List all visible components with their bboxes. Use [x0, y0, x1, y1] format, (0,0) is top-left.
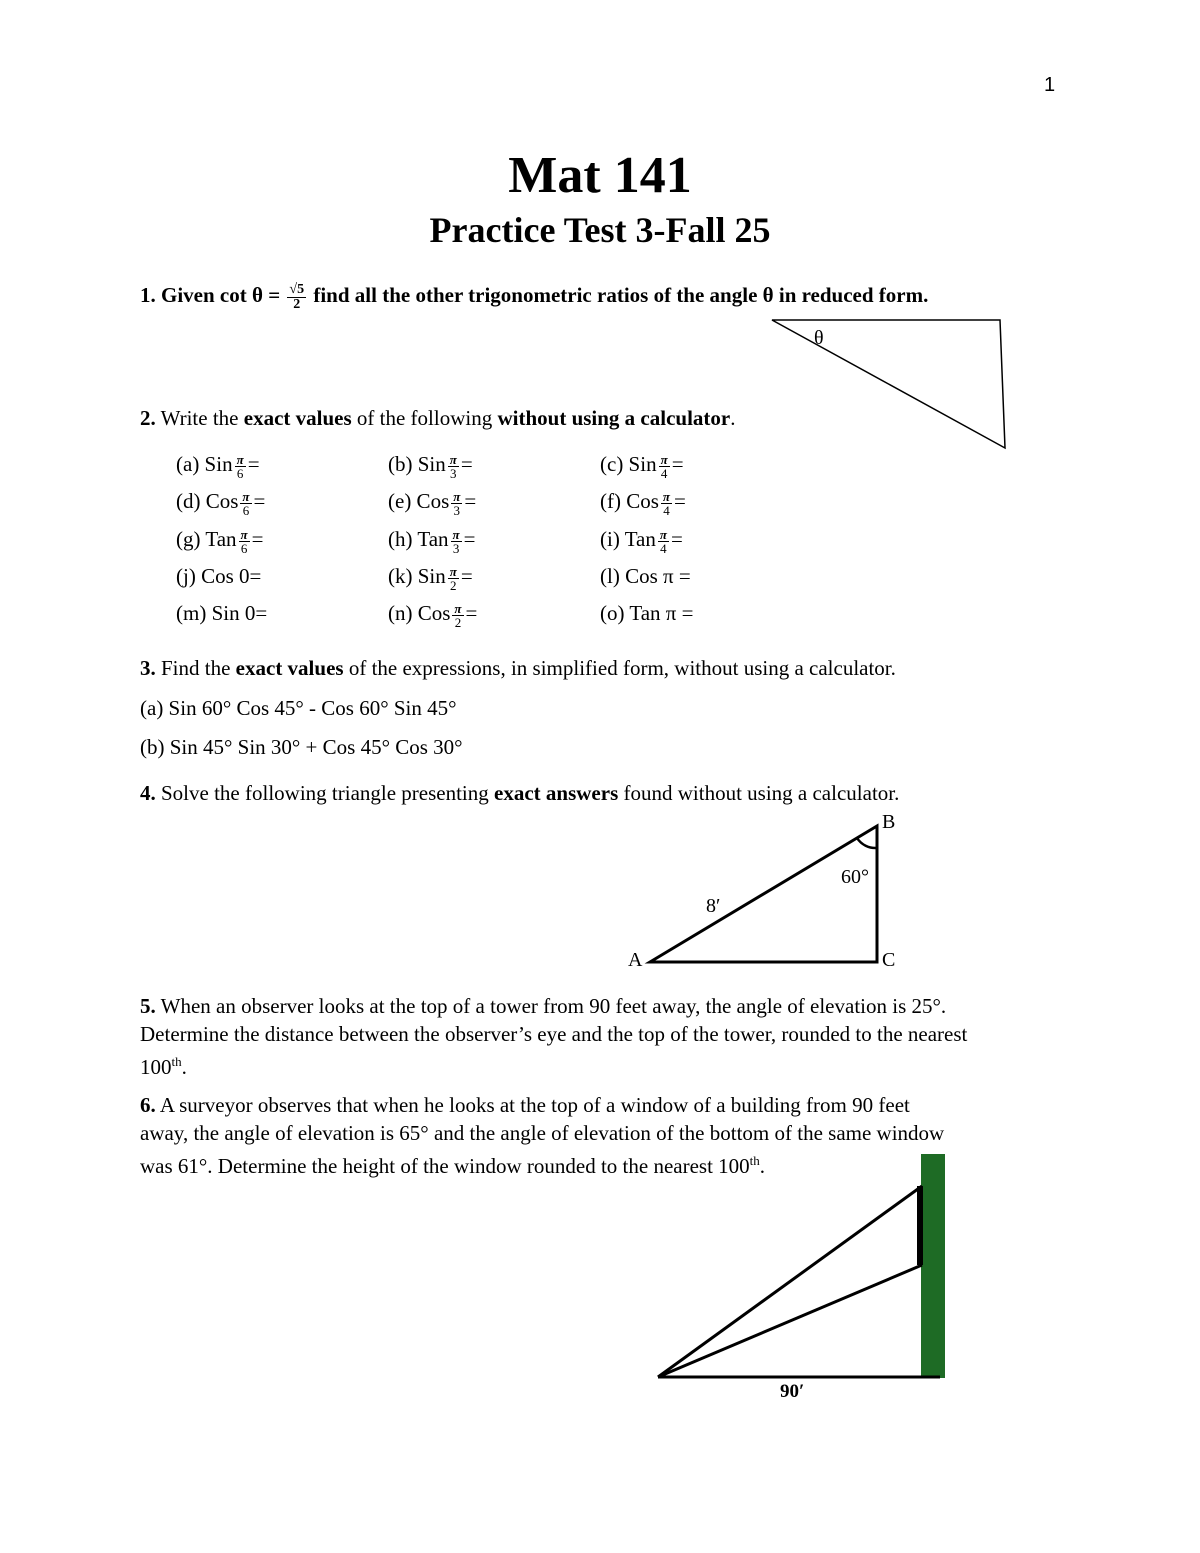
- page-title: Mat 141: [508, 147, 692, 204]
- q3-text-a: Find the: [161, 656, 231, 680]
- q2-text-b: of the following: [356, 406, 493, 430]
- q2-text-a: Write the: [160, 406, 239, 430]
- q2-item-equals: =: [674, 489, 686, 513]
- q5-line-3-sup: th: [171, 1054, 182, 1069]
- q2-item-equals: =: [460, 452, 473, 476]
- q4-angle-label: 60°: [841, 866, 869, 888]
- q2-item-label: (a) Sin: [176, 452, 233, 476]
- q5-line-3-end: .: [181, 1055, 187, 1079]
- q2-item-fraction: [240, 490, 251, 517]
- q4-vertex-c: C: [882, 949, 896, 971]
- q1-suffix: find all the other trigonometric ratios of the angle θ in reduced form.: [313, 283, 929, 307]
- q3-part-a: (a) Sin 60° Cos 45° - Cos 60° Sin 45°: [140, 696, 457, 720]
- q5-line-3: 100: [140, 1055, 172, 1079]
- q2-fraction-numerator: π: [662, 488, 671, 504]
- q2-item-fraction: [659, 453, 670, 480]
- q3-bold-a: exact values: [235, 656, 344, 680]
- q2-item: [388, 452, 473, 480]
- q4-text-a: Solve the following triangle presenting: [161, 781, 489, 805]
- q5-line-2: Determine the distance between the observer’s eye and the top of the tower, rounded to the nearest: [140, 1022, 968, 1046]
- q6-number: 6.: [140, 1093, 156, 1117]
- q2-item-equals: =: [463, 527, 476, 551]
- q2-fraction-denominator: 3: [453, 502, 461, 518]
- q2-fraction-numerator: π: [240, 526, 248, 542]
- question-5: [140, 992, 967, 1081]
- q2-item: [176, 489, 265, 517]
- q4-angle-arc: [857, 838, 877, 848]
- q2-fraction-denominator: 6: [242, 502, 250, 518]
- q6-line-3: was 61°. Determine the height of the window rounded to the nearest 100: [140, 1154, 750, 1178]
- q1-number: 1.: [140, 283, 156, 307]
- question-1: [140, 281, 928, 312]
- q4-text-b: found without using a calculator.: [623, 781, 900, 805]
- q2-fraction-denominator: 6: [240, 540, 248, 556]
- q2-item: [388, 527, 476, 555]
- q2-item-label: (j) Cos 0=: [176, 564, 262, 588]
- q2-item-label: (d) Cos: [176, 489, 239, 513]
- q2-item-equals: =: [251, 527, 264, 551]
- question-4: [140, 779, 899, 807]
- q2-fraction-numerator: π: [660, 451, 668, 467]
- q2-item: [600, 489, 686, 517]
- q4-triangle-diagram: [620, 808, 920, 973]
- q2-item: [388, 564, 473, 592]
- q2-item-fraction: [658, 528, 669, 555]
- q2-item-label: (g) Tan: [176, 527, 237, 551]
- q2-item: [388, 601, 477, 629]
- q2-fraction-denominator: 4: [660, 465, 668, 481]
- q6-line-3-sup: th: [749, 1153, 760, 1168]
- q3-number: 3.: [140, 656, 156, 680]
- q4-bold-a: exact answers: [494, 781, 619, 805]
- q2-text-c: .: [730, 406, 736, 430]
- q2-item-label: (m) Sin 0=: [176, 601, 268, 625]
- q2-item-fraction: [239, 528, 250, 555]
- q2-item: [600, 452, 684, 480]
- page-number: 1: [1044, 74, 1056, 96]
- q2-item: [600, 601, 694, 626]
- q2-item-label: (n) Cos: [388, 601, 451, 625]
- q2-fraction-numerator: π: [452, 526, 460, 542]
- q4-side-label: 8′: [706, 895, 721, 917]
- building-wall: [921, 1154, 945, 1378]
- q2-item: [388, 489, 476, 517]
- q2-number: 2.: [140, 406, 156, 430]
- q2-fraction-numerator: π: [659, 526, 667, 542]
- q1-fraction-denominator: 2: [293, 296, 301, 312]
- q2-fraction-numerator: π: [453, 488, 461, 504]
- q2-item-fraction: [452, 602, 463, 629]
- q2-item-label: (b) Sin: [388, 452, 446, 476]
- q2-item-fraction: [451, 490, 462, 517]
- q2-item: [600, 527, 683, 555]
- q2-item-label: (l) Cos π =: [600, 564, 691, 588]
- q1-triangle: [772, 320, 1005, 448]
- q2-fraction-numerator: π: [449, 563, 457, 579]
- q2-item-equals: =: [460, 564, 473, 588]
- q2-item-label: (f) Cos: [600, 489, 659, 513]
- q2-fraction-denominator: 6: [236, 465, 244, 481]
- q2-item-fraction: [448, 453, 459, 480]
- q2-item-fraction: [661, 490, 672, 517]
- question-2: [140, 404, 735, 432]
- q2-fraction-numerator: π: [242, 488, 250, 504]
- q2-item-label: (h) Tan: [388, 527, 449, 551]
- q2-bold-b: without using a calculator: [497, 406, 731, 430]
- q2-fraction-numerator: π: [449, 451, 457, 467]
- q2-item-equals: =: [670, 527, 683, 551]
- q2-item-equals: =: [465, 601, 478, 625]
- q2-item-fraction: [235, 453, 246, 480]
- q2-item: [176, 601, 267, 626]
- q2-item-equals: =: [671, 452, 684, 476]
- page-subtitle: Practice Test 3-Fall 25: [429, 210, 771, 250]
- q6-base-label: 90′: [780, 1381, 805, 1402]
- q2-item-label: (c) Sin: [600, 452, 657, 476]
- q4-triangle: [650, 826, 877, 962]
- q2-fraction-denominator: 4: [663, 502, 670, 518]
- q6-line-3-end: .: [759, 1154, 766, 1178]
- q1-fraction: [287, 283, 306, 312]
- q2-fraction-denominator: 4: [660, 540, 667, 556]
- q2-item-equals: =: [253, 489, 266, 513]
- q6-line-2: away, the angle of elevation is 65° and the angle of elevation of the bottom of the same window: [140, 1121, 945, 1145]
- q2-item: [176, 527, 264, 555]
- q1-prefix: Given cot θ =: [161, 283, 281, 307]
- q2-fraction-numerator: π: [454, 600, 462, 616]
- q2-item-label: (o) Tan π =: [600, 601, 694, 625]
- q2-fraction-numerator: π: [236, 451, 244, 467]
- q5-number: 5.: [140, 994, 156, 1018]
- q2-item: [600, 564, 691, 589]
- q2-item: [176, 452, 260, 480]
- q3-part-b: (b) Sin 45° Sin 30° + Cos 45° Cos 30°: [140, 735, 463, 759]
- q2-bold-a: exact values: [243, 406, 352, 430]
- q2-fraction-denominator: 2: [450, 577, 457, 593]
- q3-text-b: of the expressions, in simplified form, without using a calculator.: [348, 656, 896, 680]
- q2-item: [176, 564, 261, 589]
- q2-fraction-denominator: 3: [452, 540, 460, 556]
- q4-vertex-b: B: [882, 811, 896, 833]
- q4-vertex-a: A: [628, 949, 643, 971]
- question-3: [140, 654, 896, 682]
- q2-fraction-denominator: 3: [450, 465, 457, 481]
- q2-item-label: (e) Cos: [388, 489, 450, 513]
- q4-number: 4.: [140, 781, 156, 805]
- q2-item-equals: =: [464, 489, 477, 513]
- q1-triangle-diagram: [760, 312, 1020, 457]
- q6-line-1: A surveyor observes that when he looks at the top of a window of a building from 90 feet: [159, 1093, 910, 1117]
- q2-fraction-denominator: 2: [454, 614, 462, 630]
- q1-fraction-numerator: √5: [289, 281, 305, 297]
- q2-item-fraction: [448, 565, 459, 592]
- q2-item-label: (i) Tan: [600, 527, 656, 551]
- q2-item-fraction: [451, 528, 462, 555]
- q2-item-label: (k) Sin: [388, 564, 446, 588]
- q6-building-diagram: [650, 1150, 960, 1410]
- q5-line-1: When an observer looks at the top of a tower from 90 feet away, the angle of elevation is 25°.: [160, 994, 947, 1018]
- q1-angle-label: θ: [814, 327, 824, 349]
- q2-item-equals: =: [247, 452, 260, 476]
